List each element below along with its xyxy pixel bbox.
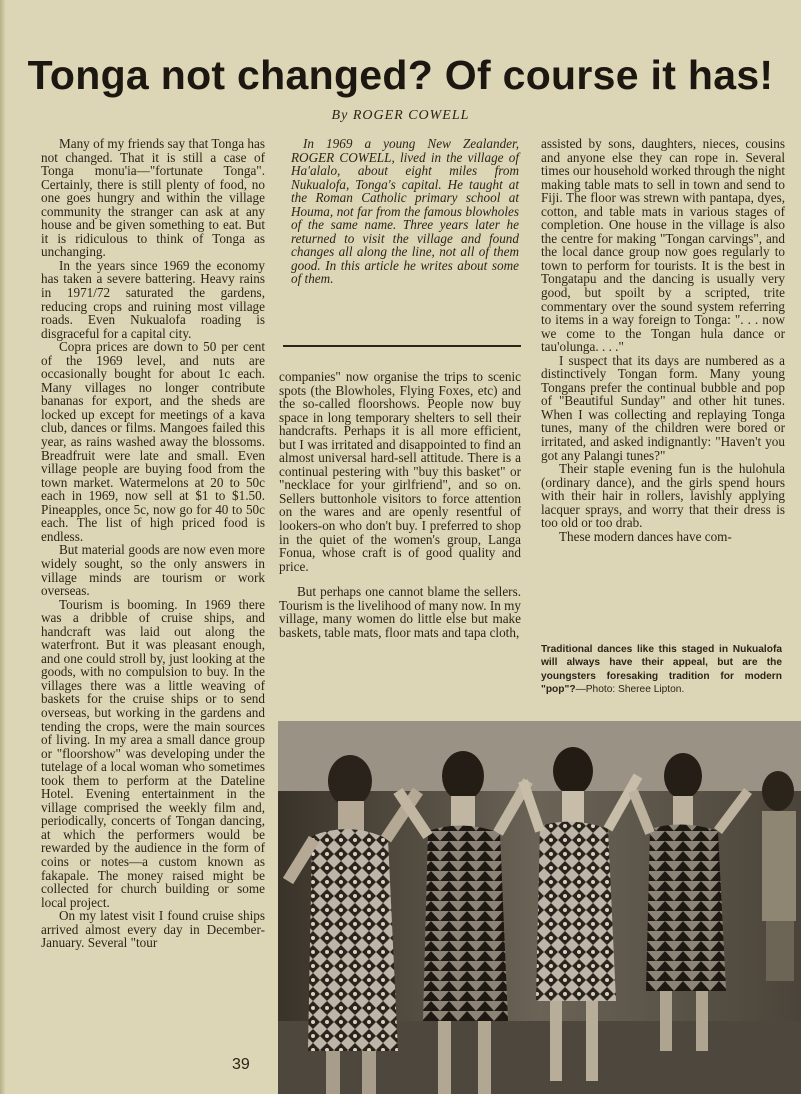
paragraph: But material goods are now even more widely sought, so the only answers in village minds are tourism or work overseas.: [41, 542, 265, 599]
paragraph: I suspect that its days are numbered as a distinctively Tongan form. Many young Tongans prefer the continual bubble and pop of "Beautiful Sunday" and other hit tunes. When I was collecting and replaying Tonga tunes, many of the children were bored or irritated, and asked indignantly: "Haven't you got any Palangi tunes?": [541, 352, 785, 463]
dance-photo: [278, 721, 801, 1094]
paragraph: On my latest visit I found cruise ships arrived almost every day in December-January. Several "tour: [41, 908, 265, 951]
paragraph: In the years since 1969 the economy has taken a severe battering. Heavy rains in 1971/72 saturated the gardens, reducing crops and ruining most village roads. Even Nukualofa roading is disgraceful for a capital city.: [41, 257, 265, 341]
photo-caption: [541, 643, 782, 697]
column-3: [541, 137, 785, 543]
photo-credit: —Photo: Sheree Lipton.: [575, 684, 685, 696]
paragraph: Copra prices are down to 50 per cent of the 1969 level, and nuts are occasionally bought for about 1c each. Many villages no longer contribute bananas for export, and the sheds are locked up except for meetings of a kava club, dances or films. Mangoes failed this year, as rains washed away the blossoms. Breadfruit were late and small. Even village people are buying food from the town market. Watermelons at 20 to 50c each in 1969, now sell at $1 to $1.50. Pineapples, once 5c, now go for 40 to 50c each. The list of high priced food is endless.: [41, 339, 265, 544]
paragraph: companies" now organise the trips to scenic spots (the Blowholes, Flying Foxes, etc) and the so-called floorshows. People now buy space in long temporary shelters to sell their handcrafts. Perhaps it is all more efficient, but I was irritated and disappointed to find an almost universal hard-sell attitude. There is a continual pestering with "buy this basket" or "necklace for your girlfriend", and so on. Sellers buttonhole visitors to force attention on the wares and are openly resentful of lookers-on who don't buy. I preferred to shop in the quiet of the women's group, Langa Fonua, whose craft is of good quality and price.: [279, 369, 521, 574]
page-spine-shadow: [0, 0, 6, 1094]
paragraph: Tourism is booming. In 1969 there was a dribble of cruise ships, and handcraft was laid out along the waterfront. But it was pleasant enough, and one could stroll by, just looking at the goods, with no compulsion to buy. In the villages there was a little weaving of baskets for the cruise ships or to send overseas, but working in the gardens and tending the crops, were the main sources of living. In my area a small dance group or "floorshow" was developing under the tutelage of a local woman who sometimes took them to perform at the Dateline Hotel. Evening entertainment in the village comprised the weekly film and, periodically, concerts of Tongan dancing, at which the performers would be rewarded by the audience in the form of coins or notes—a custom known as fakapale. The money raised might be collected for church building or some local project.: [41, 596, 265, 910]
column-2: [279, 370, 521, 639]
paragraph: assisted by sons, daughters, nieces, cousins and anyone else they can rope in. Several times our household worked through the night making table mats to sell in town and send to Fiji. The floor was strewn with pantapa, dyes, cotton, and table mats in various stages of completion. One house in the village is also the centre for making "Tongan carvings", and the local dance group now goes regularly to town to perform for tourists. It is the best in Tongatapu and the dancing is usually very good, but spoilt by a scripted, trite commentary over the sound system referring to items in a way foreign to Tonga: ". . . now we come to the Tongan hula dance or tau'olunga. . . .": [541, 136, 785, 355]
paragraph: Their staple evening fun is the hulohula (ordinary dance), and the girls spend hours with their hair in rollers, lavishly applying lacquer sprays, and worry that their dress is too old or too drab.: [541, 461, 785, 531]
column-1: [41, 137, 265, 950]
intro-divider: [283, 345, 521, 347]
page-number: 39: [232, 1056, 250, 1073]
caption-text: Traditional dances like this staged in Nukualofa will always have their appeal, but are the youngsters foresaking tradition for modern "pop"?: [541, 644, 782, 696]
paragraph: But perhaps one cannot blame the sellers. Tourism is the livelihood of many now. In my village, many women do little else but make baskets, table mats, floor mats and tapa cloth,: [279, 584, 521, 640]
article-intro: [291, 137, 519, 286]
intro-paragraph: In 1969 a young New Zealander, ROGER COWELL, lived in the village of Ha'alalo, about eight miles from Nukualofa, Tonga's capital. He taught at the Roman Catholic primary school at Houma, not far from the famous blowholes of the same name. Three years later he returned to visit the village and found changes all along the line, not all of them good. In this article he writes about some of them.: [291, 136, 519, 287]
article-headline: Tonga not changed? Of course it has!: [27, 52, 774, 98]
paragraph: These modern dances have com-: [559, 528, 732, 544]
paragraph: Many of my friends say that Tonga has not changed. That it is still a case of Tonga monu'ia—"fortunate Tonga". Certainly, there is still plenty of food, no one goes hungry and within the village community the stranger can ask at any house and be given something to eat. But it is ridiculous to think of Tonga as unchanging.: [41, 136, 265, 260]
article-byline: By ROGER COWELL: [331, 108, 470, 123]
